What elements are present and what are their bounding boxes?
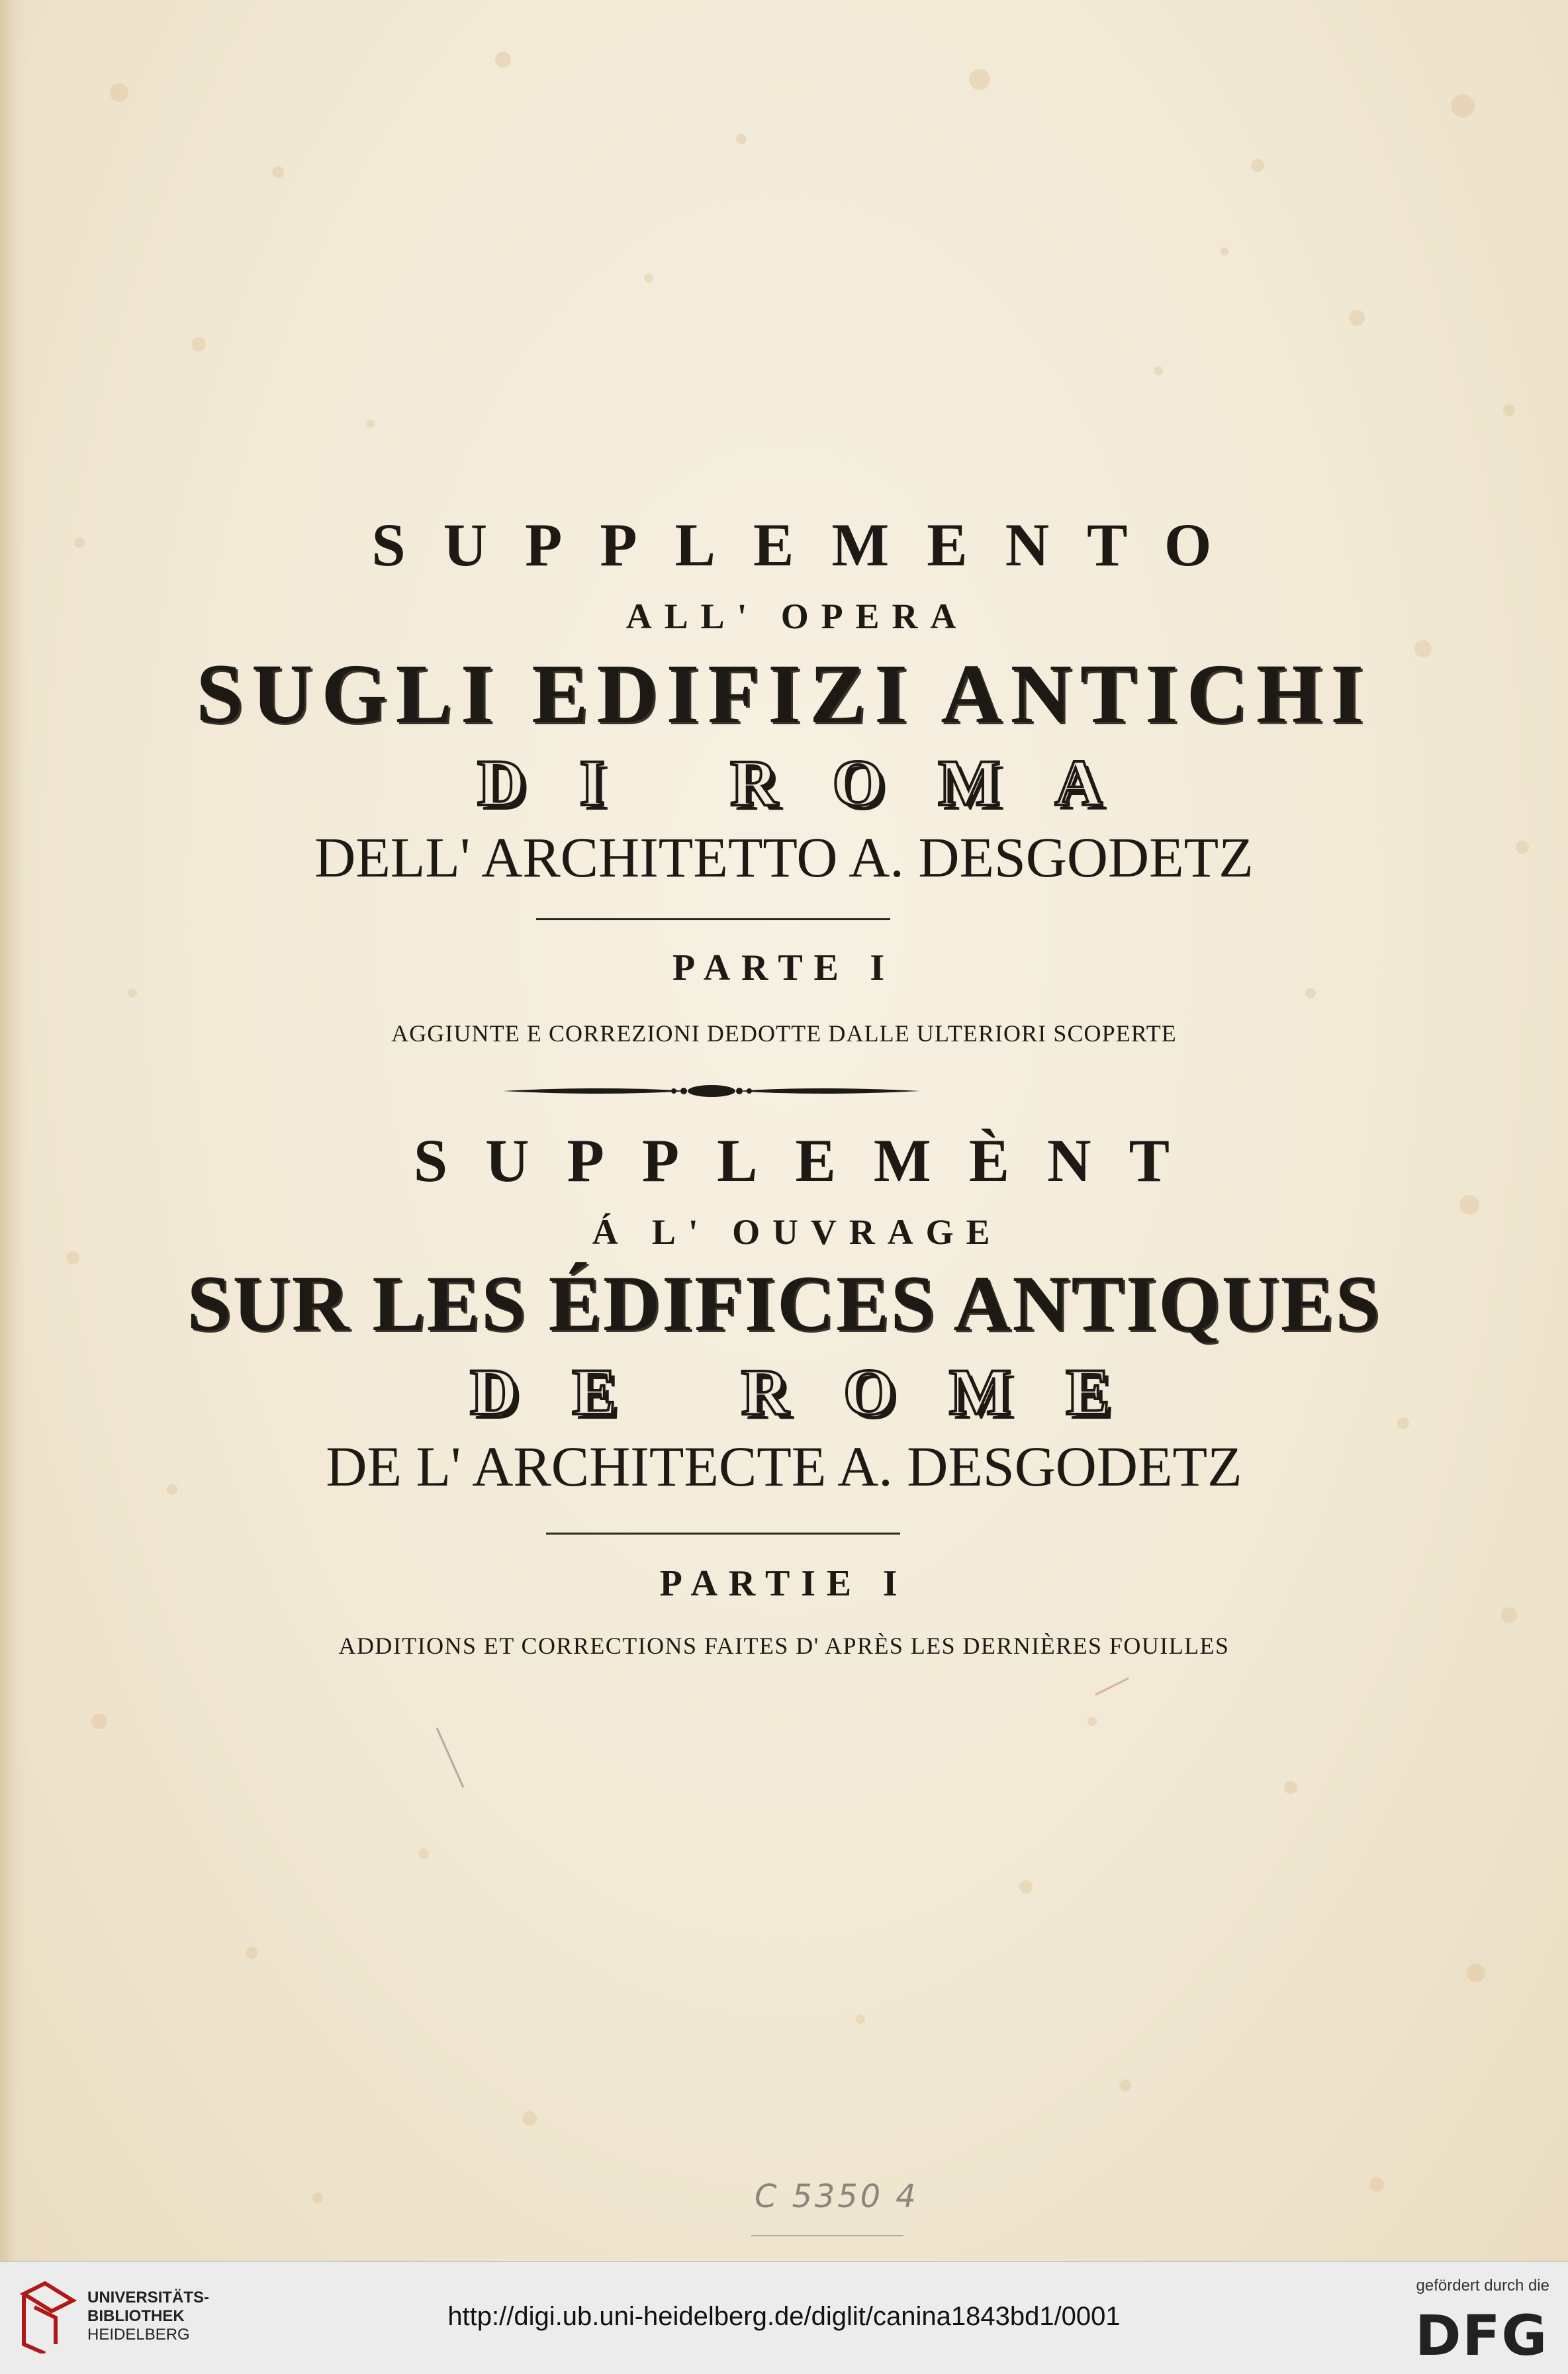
funded-by-label: gefördert durch die xyxy=(1416,2277,1549,2295)
library-line-2: BIBLIOTHEK xyxy=(87,2307,185,2325)
title-de-l-architecte: DE L' ARCHITECTE A. DESGODETZ xyxy=(326,1435,1242,1498)
title-partie: PARTIE I xyxy=(659,1563,909,1604)
title-sugli-edifizi: SUGLI EDIFIZI ANTICHI xyxy=(196,647,1372,741)
title-parte: PARTE I xyxy=(672,947,896,988)
library-line-1: UNIVERSITÄTS- xyxy=(87,2289,210,2306)
title-a-l-ouvrage: Á L' OUVRAGE xyxy=(592,1212,1003,1252)
title-sur-les-edifices: SUR LES ÉDIFICES ANTIQUES xyxy=(187,1259,1381,1347)
viewer-footer xyxy=(0,2261,1568,2374)
permalink-url[interactable]: http://digi.ub.uni-heidelberg.de/diglit/canina1843bd1/0001 xyxy=(447,2302,1121,2331)
divider-rule-2 xyxy=(546,1533,900,1535)
page-gutter-shadow xyxy=(0,0,26,2261)
ornamental-divider xyxy=(496,1078,927,1104)
title-de-rome: DE ROME xyxy=(470,1355,1164,1429)
library-line-3: HEIDELBERG xyxy=(87,2326,190,2344)
title-additions: ADDITIONS ET CORRECTIONS FAITES D' APRÈS LES DERNIÈRES FOUILLES xyxy=(338,1633,1230,1659)
title-aggiunte: AGGIUNTE E CORREZIONI DEDOTTE DALLE ULTERIORI SCOPERTE xyxy=(391,1020,1177,1047)
shelfmark-underline xyxy=(751,2235,903,2236)
shelfmark-note: C 5350 4 xyxy=(755,2178,919,2215)
title-dell-architetto: DELL' ARCHITETTO A. DESGODETZ xyxy=(314,826,1254,889)
title-di-roma: DI ROMA xyxy=(477,746,1157,820)
title-all-opera: ALL' OPERA xyxy=(625,596,969,636)
title-supplemento: SUPPLEMENTO xyxy=(371,511,1250,579)
title-supplement-fr: SUPPLEMÈNT xyxy=(413,1127,1208,1194)
divider-rule-1 xyxy=(536,918,890,920)
dfg-logo: DFG xyxy=(1414,2303,1548,2368)
